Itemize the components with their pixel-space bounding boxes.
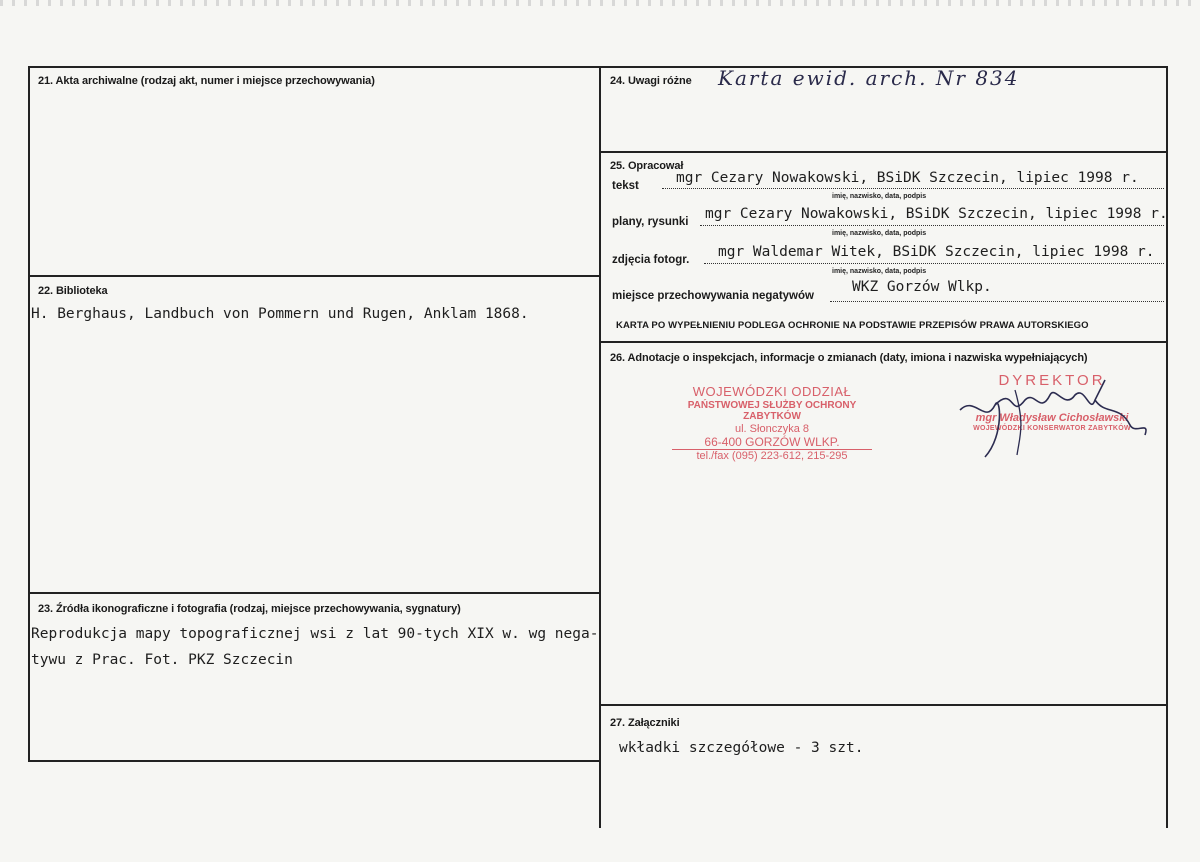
stamp-line-2: PAŃSTWOWEJ SŁUŻBY OCHRONY ZABYTKÓW: [687, 399, 857, 423]
section-26-label: 26. Adnotacje o inspekcjach, informacje o zmianach (daty, imiona i nazwiska wypełniających): [610, 352, 1088, 364]
row-text-dotline: [662, 188, 1164, 189]
left-border: [28, 66, 30, 762]
stamp-line-5: tel./fax (095) 223-612, 215-295: [672, 449, 872, 463]
row-text-sublabel: imię, nazwisko, data, podpis: [832, 193, 927, 200]
row-photos-value: mgr Waldemar Witek, BSiDK Szczecin, lipiec 1998 r.: [718, 244, 1155, 260]
stamp-line-3: ul. Słonczyka 8: [735, 422, 809, 435]
row-photos-label: zdjęcia fotogr.: [612, 254, 690, 266]
row-negatives-value: WKZ Gorzów Wlkp.: [852, 279, 992, 295]
bottom-rule-left: [28, 760, 600, 762]
row-photos-dotline: [704, 263, 1164, 264]
stamp-line-4: 66-400 GORZÓW WLKP.: [704, 434, 840, 449]
row-negatives-label: miejsce przechowywania negatywów: [612, 290, 814, 302]
divider-25-26: [599, 341, 1168, 343]
office-stamp: [672, 385, 872, 463]
director-org: WOJEWÓDZKI KONSERWATOR ZABYTKÓW: [973, 425, 1131, 433]
middle-divider: [599, 66, 601, 828]
row-photos-sublabel: imię, nazwisko, data, podpis: [832, 268, 927, 275]
section-24-handwritten-note: Karta ewid. arch. Nr 834: [718, 66, 1020, 90]
section-25-label: 25. Opracował: [610, 160, 684, 172]
row-text-label: tekst: [612, 180, 639, 192]
divider-22-23: [28, 592, 600, 594]
row-plans-sublabel: imię, nazwisko, data, podpis: [832, 230, 927, 237]
row-negatives-dotline: [830, 301, 1164, 302]
director-title: DYREKTOR: [998, 372, 1106, 389]
section-23-label: 23. Źródła ikonograficzne i fotografia (rodzaj, miejsce przechowywania, sygnatury): [38, 603, 461, 615]
signature-scribble: [955, 365, 1155, 460]
divider-26-27: [599, 704, 1168, 706]
section-21-label: 21. Akta archiwalne (rodzaj akt, numer i miejsce przechowywania): [38, 75, 375, 87]
stamp-line-1: WOJEWÓDZKI ODDZIAŁ: [692, 384, 852, 399]
divider-21-22: [28, 275, 600, 277]
section-27-content: wkładki szczegółowe - 3 szt.: [619, 740, 864, 756]
copyright-notice: KARTA PO WYPEŁNIENIU PODLEGA OCHRONIE NA PODSTAWIE PRZEPISÓW PRAWA AUTORSKIEGO: [616, 320, 1089, 331]
divider-24-25: [599, 151, 1168, 153]
section-23-content-line2: tywu z Prac. Fot. PKZ Szczecin: [31, 652, 293, 668]
right-border: [1166, 66, 1168, 828]
section-27-label: 27. Załączniki: [610, 717, 680, 729]
row-plans-value: mgr Cezary Nowakowski, BSiDK Szczecin, lipiec 1998 r.: [705, 206, 1168, 222]
director-name: mgr Władysław Cichosławski: [975, 412, 1129, 424]
row-plans-dotline: [700, 225, 1164, 226]
top-perforation: [0, 0, 1200, 6]
section-22-label: 22. Biblioteka: [38, 285, 108, 297]
section-23-content-line1: Reprodukcja mapy topograficznej wsi z lat 90-tych XIX w. wg nega-: [31, 626, 599, 642]
section-22-content: H. Berghaus, Landbuch von Pommern und Rugen, Anklam 1868.: [31, 306, 529, 322]
section-24-label: 24. Uwagi różne: [610, 75, 692, 87]
row-plans-label: plany, rysunki: [612, 216, 689, 228]
row-text-value: mgr Cezary Nowakowski, BSiDK Szczecin, lipiec 1998 r.: [676, 170, 1139, 186]
